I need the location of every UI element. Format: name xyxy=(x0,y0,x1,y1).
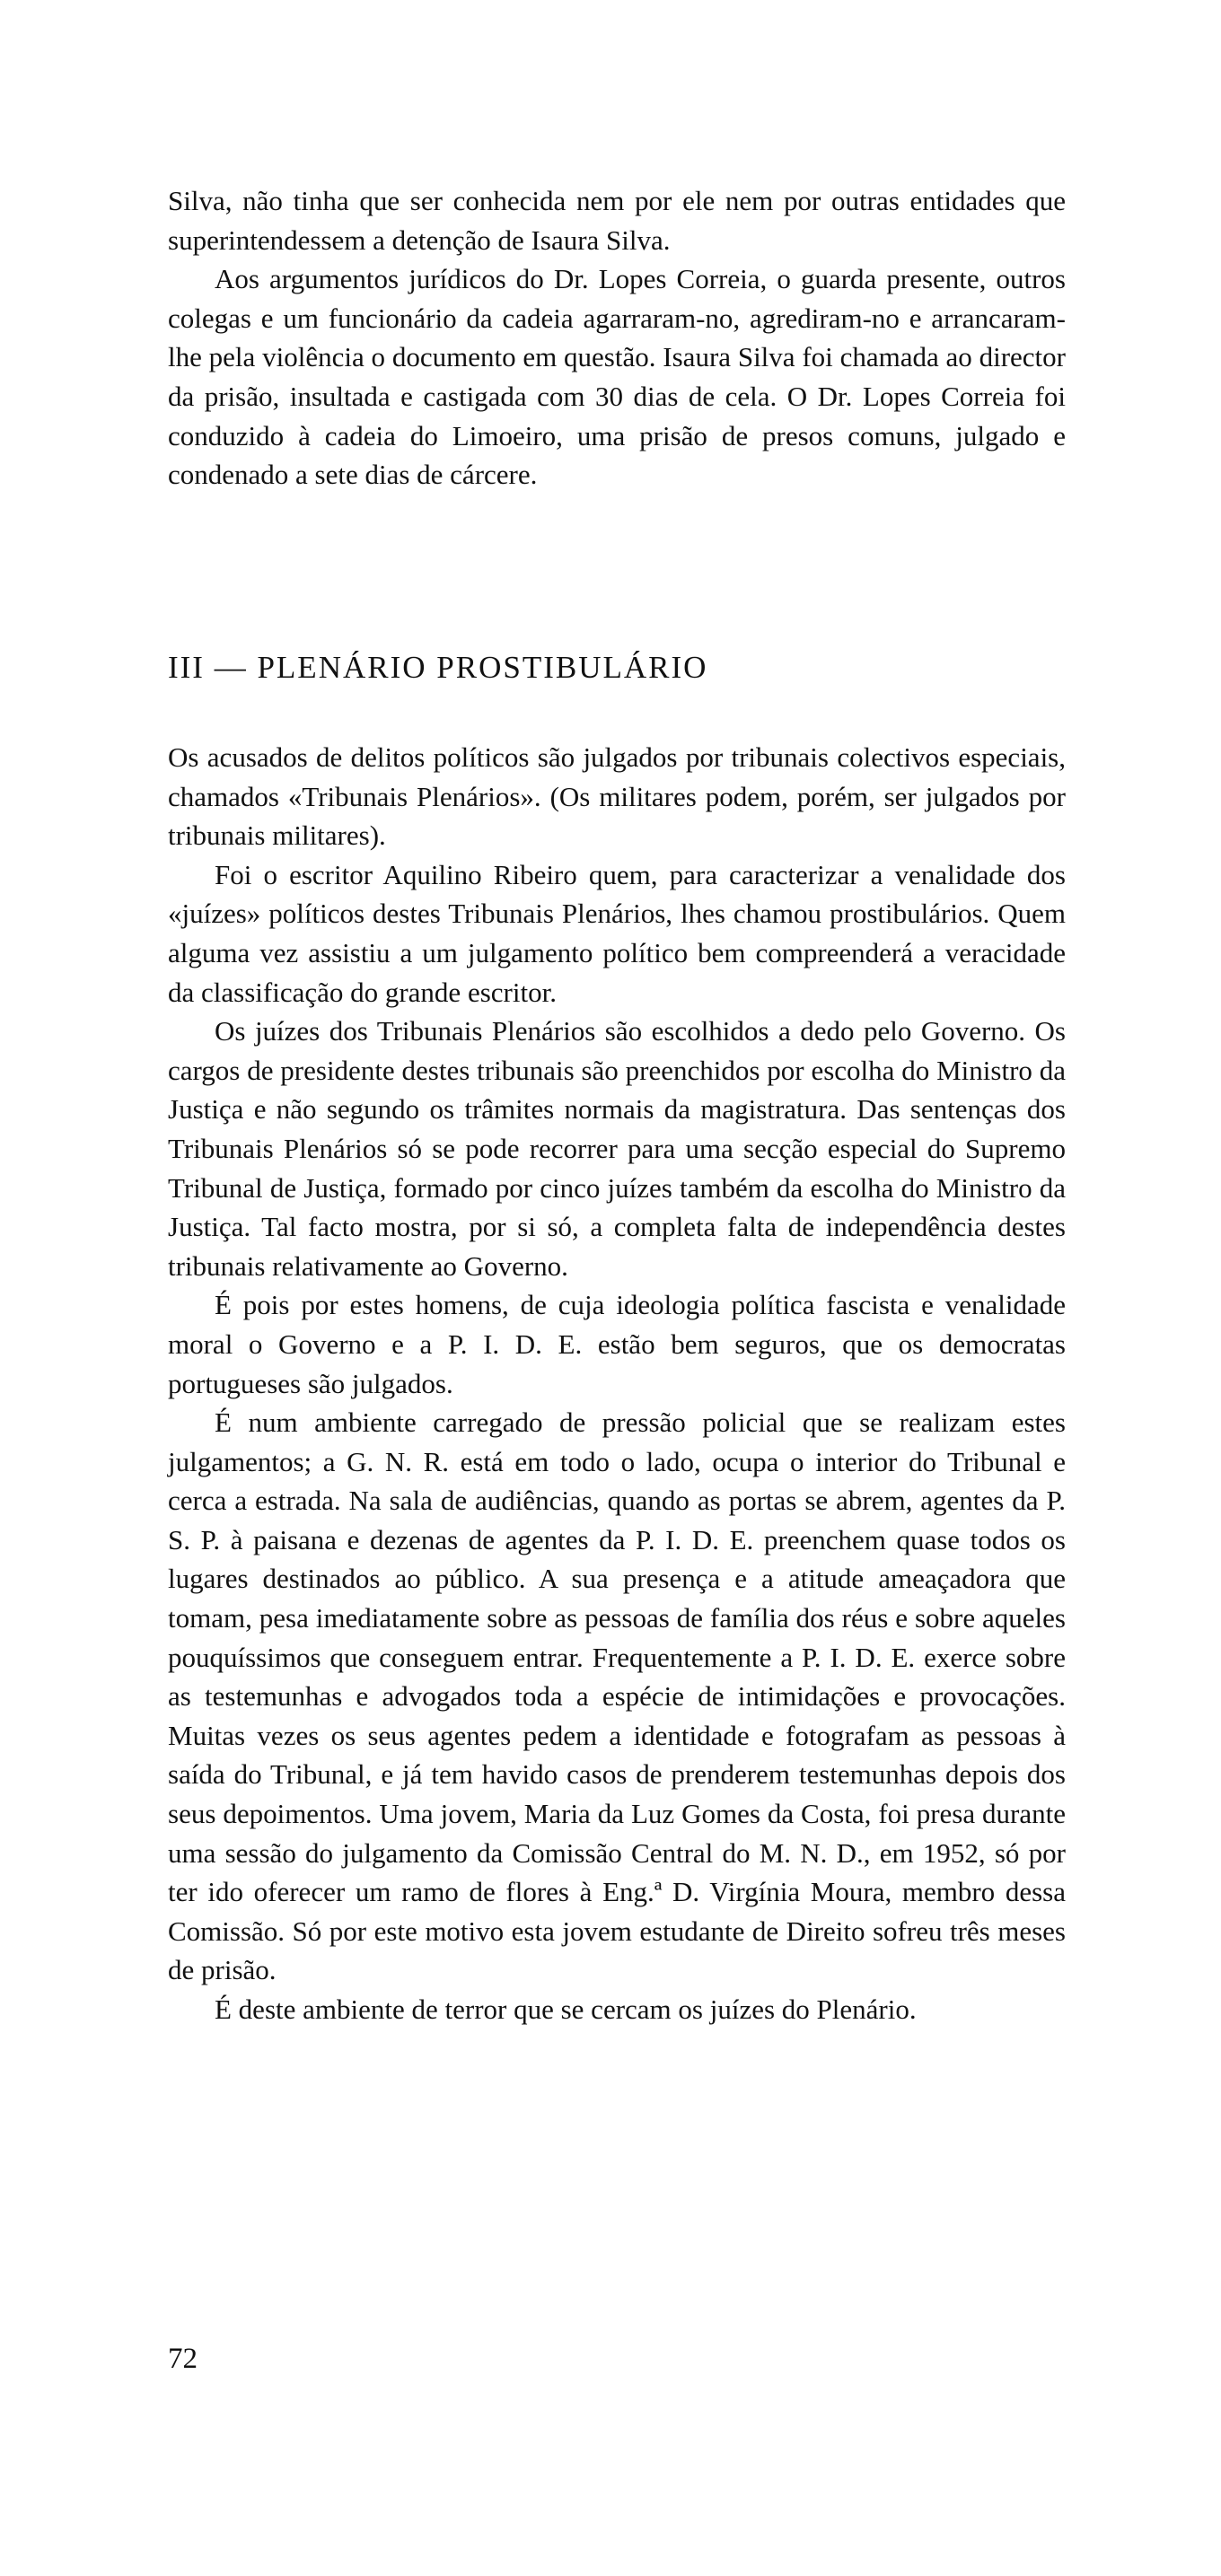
section-paragraph-2: Foi o escritor Aquilino Ribeiro quem, para caracterizar a venalidade dos «juízes» políticos destes Tribunais Plenários, lhes chamou prostibulários. Quem alguma vez assistiu a um julgamento político bem compreenderá a veracidade da classificação do grande escritor. xyxy=(168,858,1066,1008)
page-number: 72 xyxy=(168,2343,198,2375)
section-paragraph-4: É pois por estes homens, de cuja ideologia política fascista e venalidade moral o Governo e a P. I. D. E. estão bem seguros, que os democratas portugueses são julgados. xyxy=(168,1289,1066,1399)
section-paragraph-3: Os juízes dos Tribunais Plenários são escolhidos a dedo pelo Governo. Os cargos de presidente destes tribunais são preenchidos por escolha do Ministro da Justiça e não segundo os trâmites normais da magistratura. Das sentenças dos Tribunais Plenários só se pode recorrer para uma secção especial do Supremo Tribunal de Justiça, formado por cinco juízes também da escolha do Ministro da Justiça. Tal facto mostra, por si só, a completa falta de independência destes tribunais relativamente ao Governo. xyxy=(168,1015,1066,1282)
intro-paragraph-1: Silva, não tinha que ser conhecida nem por ele nem por outras entidades que superintendessem a detenção de Isaura Silva. xyxy=(168,185,1066,256)
section-paragraph-1: Os acusados de delitos políticos são julgados por tribunais colectivos especiais, chamados «Tribunais Plenários». (Os militares podem, porém, ser julgados por tribunais militares). xyxy=(168,741,1066,852)
intro-paragraph-2: Aos argumentos jurídicos do Dr. Lopes Correia, o guarda presente, outros colegas e um funcionário da cadeia agarraram-no, agrediram-no e arrancaram-lhe pela violência o documento em questão. Isaura Silva foi chamada ao director da prisão, insultada e castigada com 30 dias de cela. O Dr. Lopes Correia foi conduzido à cadeia do Limoeiro, uma prisão de presos comuns, julgado e condenado a sete dias de cárcere. xyxy=(168,263,1066,491)
section-title: III — PLENÁRIO PROSTIBULÁRIO xyxy=(168,650,708,685)
section-paragraph-5: É num ambiente carregado de pressão policial que se realizam estes julgamentos; a G. N. R. está em todo o lado, ocupa o interior do Tribunal e cerca a estrada. Na sala de audiências, quando as portas se abrem, agentes da P. S. P. à paisana e dezenas de agentes da P. I. D. E. preenchem quase todos os lugares destinados ao público. A sua presença e a atitude ameaçadora que tomam, pesa imediatamente sobre as pessoas de família dos réus e sobre aqueles pouquíssimos que conseguem entrar. Frequentemente a P. I. D. E. exerce sobre as testemunhas e advogados toda a espécie de intimidações e provocações. Muitas vezes os seus agentes pedem a identidade e fotografam as pessoas à saída do Tribunal, e já tem havido casos de prenderem testemunhas depois dos seus depoimentos. Uma jovem, Maria da Luz Gomes da Costa, foi presa durante uma sessão do julgamento da Comissão Central do M. N. D., em 1952, só por ter ido oferecer um ramo de flores à Eng.ª D. Virgínia Moura, membro dessa Comissão. Só por este motivo esta jovem estudante de Direito sofreu três meses de prisão. xyxy=(168,1406,1066,1986)
intro-text xyxy=(168,181,1066,495)
section-paragraph-6: É deste ambiente de terror que se cercam os juízes do Plenário. xyxy=(215,1993,917,2025)
section-body xyxy=(168,738,1066,2029)
